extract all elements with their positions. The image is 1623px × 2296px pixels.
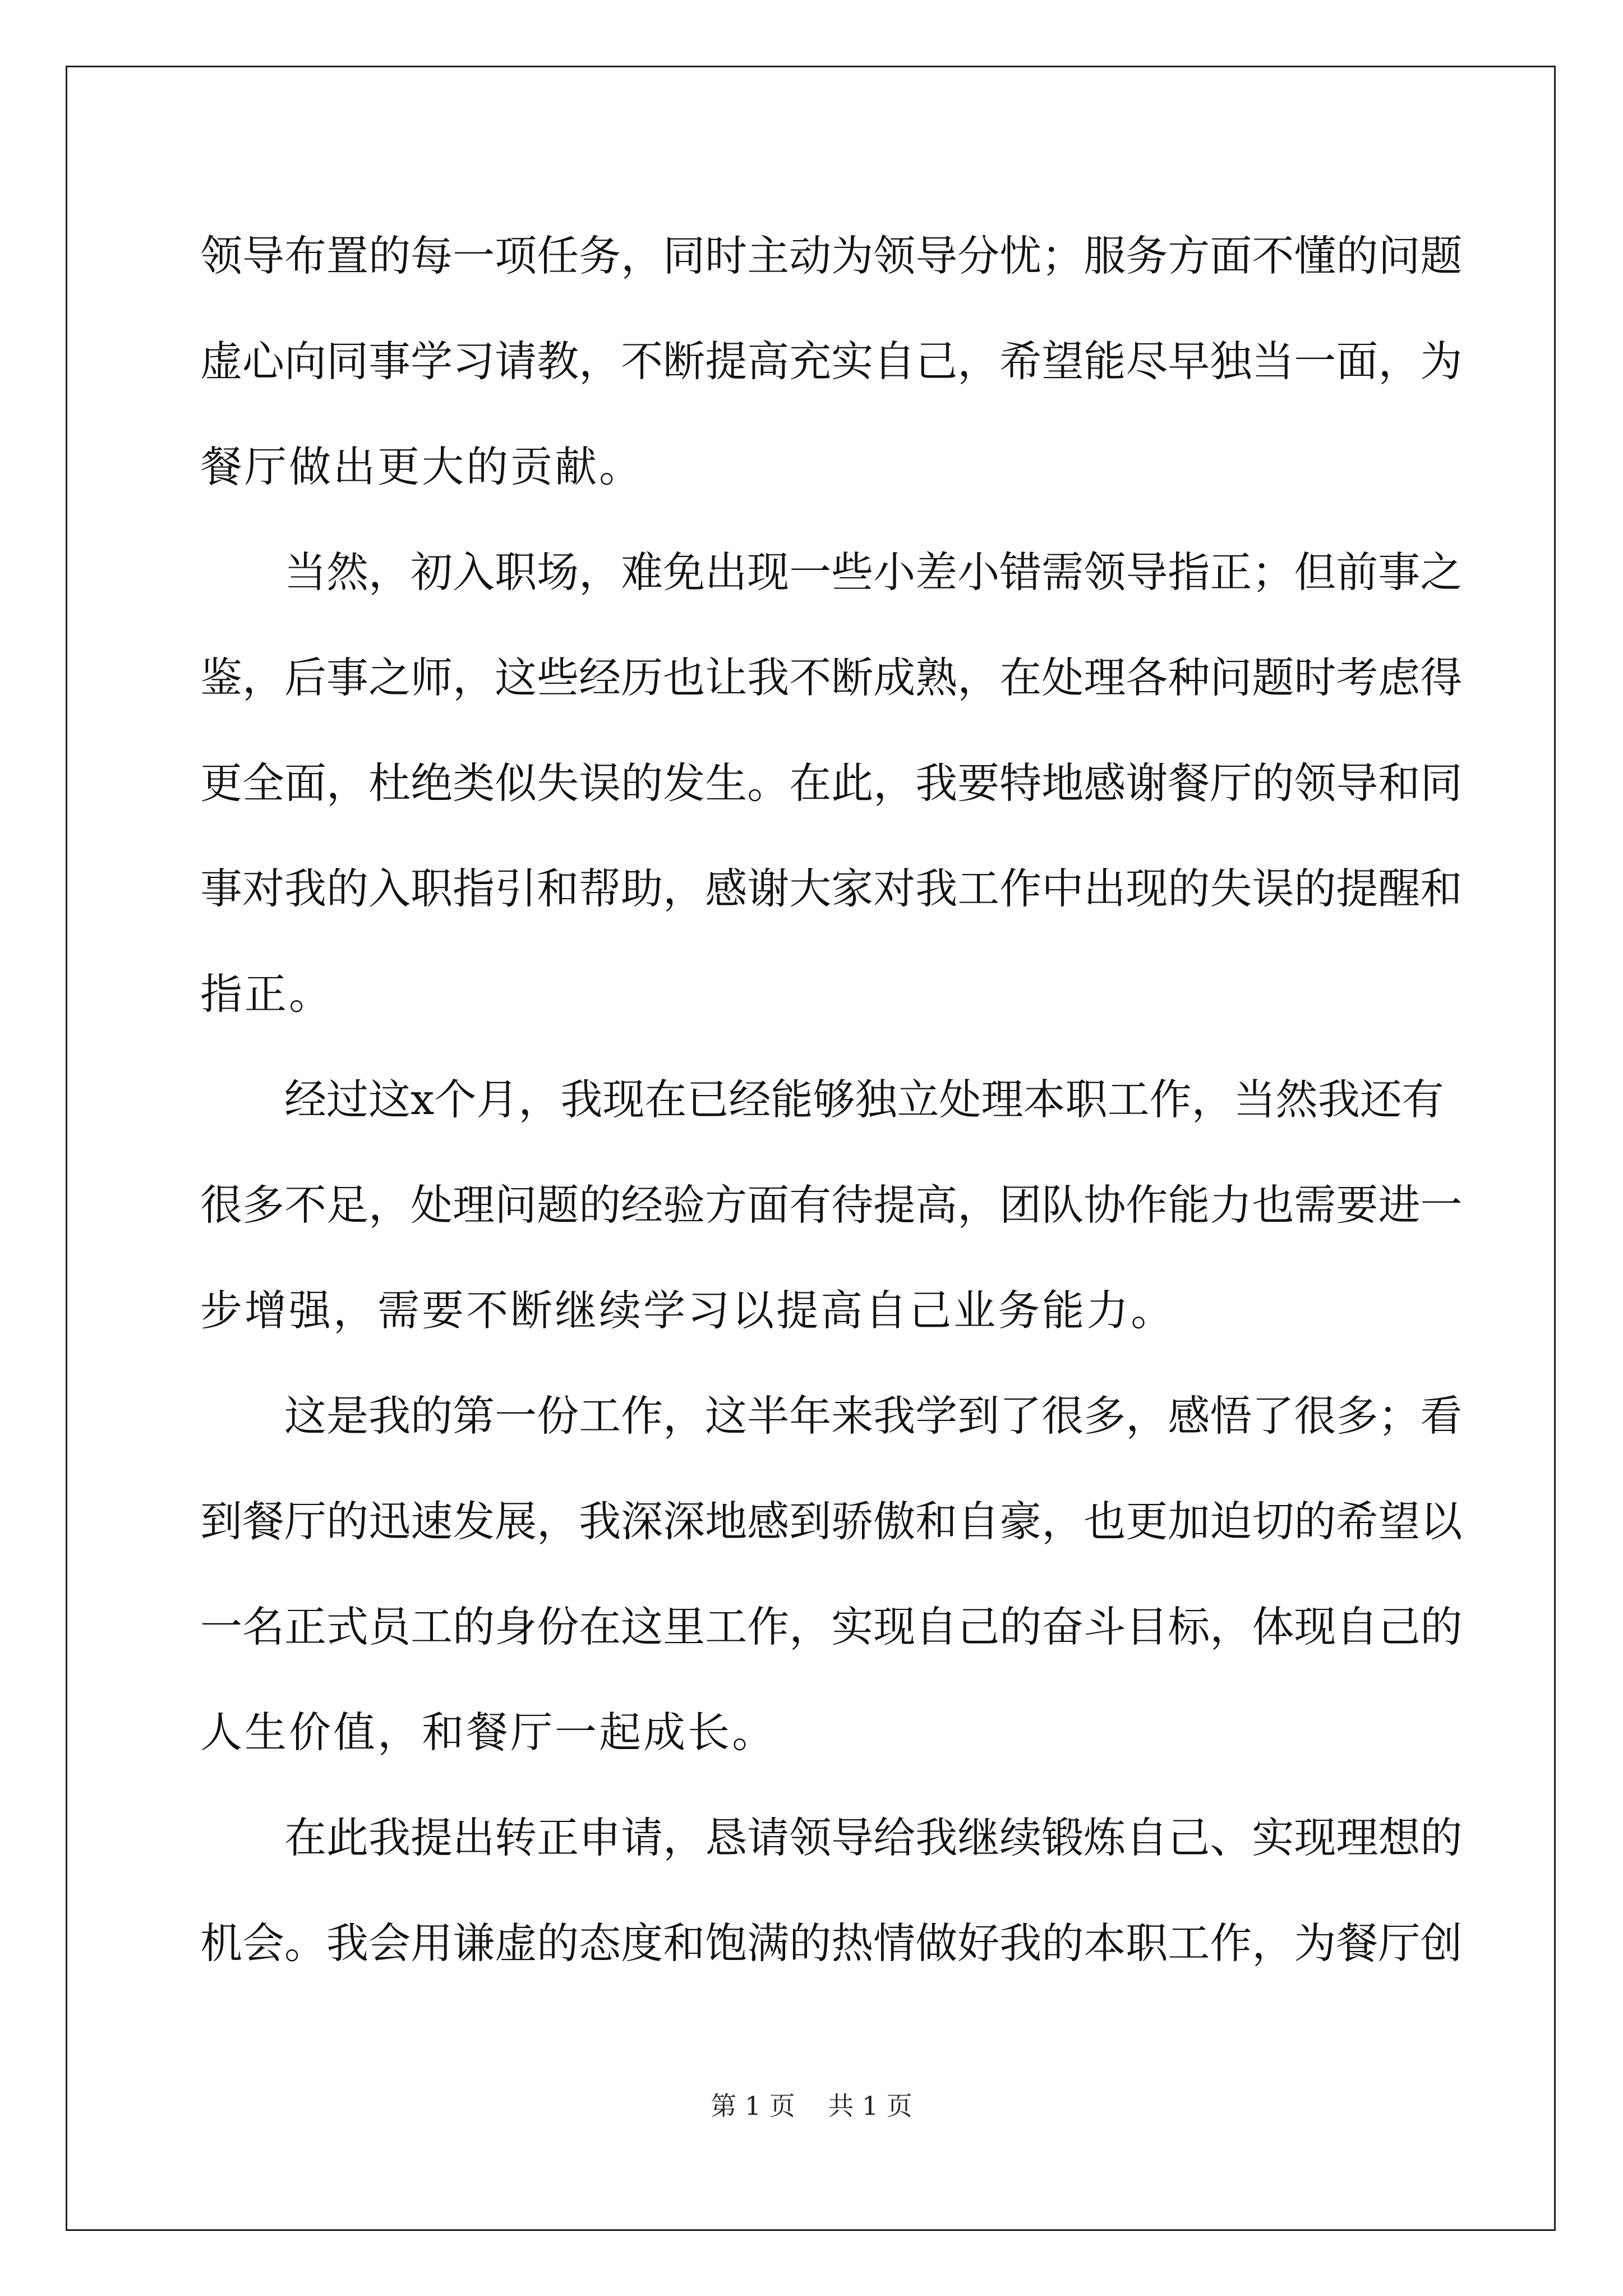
text-line: 经 过 这 x 个 月 ， 我 现 在 已 经 能 够 独 立 处 理 本 职 工 作 ， 当 然 我 还 有 bbox=[284, 1075, 1444, 1124]
text-line: 指 正 。 bbox=[200, 969, 331, 1019]
text-line: 鉴 ， 后 事 之 师 ， 这 些 经 历 也 让 我 不 断 成 熟 ， 在 处 理 各 种 问 题 时 考 虑 得 bbox=[200, 653, 1463, 702]
text-line: 人 生 价 值 ， 和 餐 厅 一 起 成 长 。 bbox=[200, 1708, 774, 1757]
text-line: 一 名 正 式 员 工 的 身 份 在 这 里 工 作 ， 实 现 自 己 的 奋 斗 目 标 ， 体 现 自 己 的 bbox=[200, 1602, 1463, 1651]
text-line: 事 对 我 的 入 职 指 引 和 帮 助 ， 感 谢 大 家 对 我 工 作 中 出 现 的 失 误 的 提 醒 和 bbox=[200, 864, 1463, 913]
text-line: 更 全 面 ， 杜 绝 类 似 失 误 的 发 生 。 在 此 ， 我 要 特 地 感 谢 餐 厅 的 领 导 和 同 bbox=[200, 758, 1463, 808]
text-line: 到 餐 厅 的 迅 速 发 展 ， 我 深 深 地 感 到 骄 傲 和 自 豪 ， 也 更 加 迫 切 的 希 望 以 bbox=[200, 1497, 1463, 1546]
document-body bbox=[200, 203, 1463, 1996]
text-line: 领 导 布 置 的 每 一 项 任 务 ， 同 时 主 动 为 领 导 分 忧 ； 服 务 方 面 不 懂 的 问 题 bbox=[200, 231, 1463, 280]
text-line: 这 是 我 的 第 一 份 工 作 ， 这 半 年 来 我 学 到 了 很 多 ， 感 悟 了 很 多 ； 看 bbox=[284, 1391, 1463, 1441]
page-number-footer: 第 1 页 共 1 页 bbox=[711, 2091, 912, 2121]
text-line: 机 会 。 我 会 用 谦 虚 的 态 度 和 饱 满 的 热 情 做 好 我 的 本 职 工 作 ， 为 餐 厅 创 bbox=[200, 1918, 1463, 1968]
text-line: 当 然 ， 初 入 职 场 ， 难 免 出 现 一 些 小 差 小 错 需 领 导 指 正 ； 但 前 事 之 bbox=[284, 547, 1463, 597]
text-line: 很 多 不 足 ， 处 理 问 题 的 经 验 方 面 有 待 提 高 ， 团 队 协 作 能 力 也 需 要 进 一 bbox=[200, 1180, 1463, 1230]
text-line: 虚 心 向 同 事 学 习 请 教 ， 不 断 提 高 充 实 自 己 ， 希 望 能 尽 早 独 当 一 面 ， 为 bbox=[200, 337, 1463, 386]
text-line: 餐 厅 做 出 更 大 的 贡 献 。 bbox=[200, 442, 642, 491]
text-line: 在 此 我 提 出 转 正 申 请 ， 恳 请 领 导 给 我 继 续 锻 炼 自 己 、 实 现 理 想 的 bbox=[284, 1813, 1463, 1862]
text-line: 步 增 强 ， 需 要 不 断 继 续 学 习 以 提 高 自 己 业 务 能 力 。 bbox=[200, 1286, 1173, 1335]
